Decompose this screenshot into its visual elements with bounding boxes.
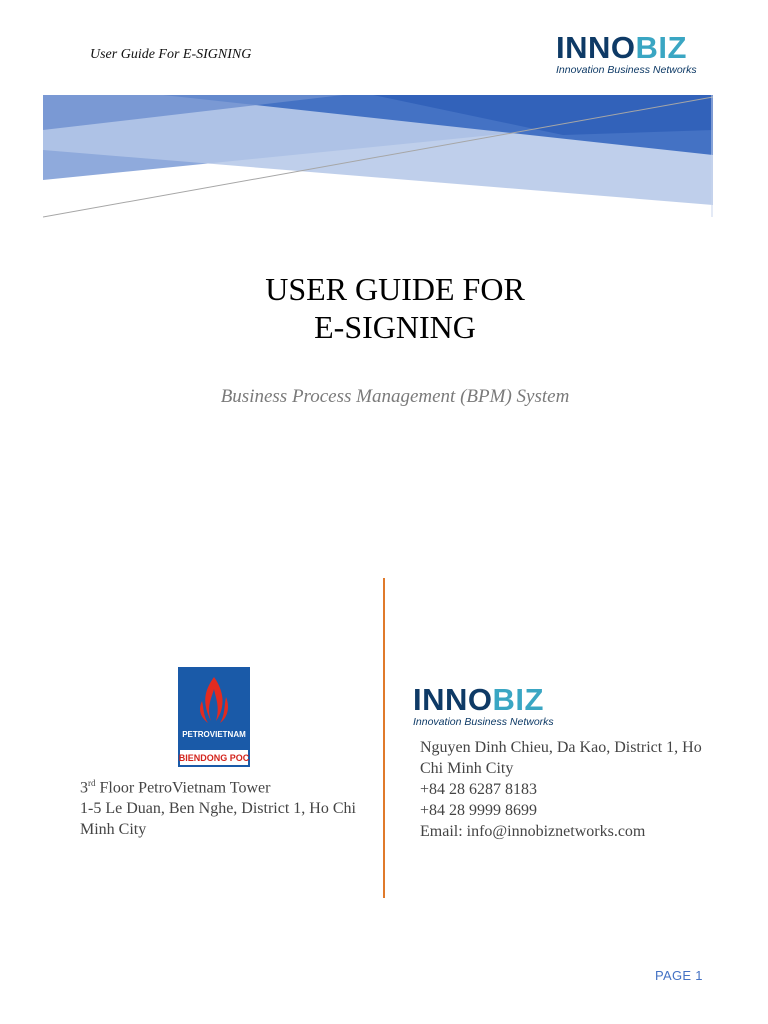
petrovietnam-logo (178, 667, 250, 767)
address-line-street: 1-5 Le Duan, Ben Nghe, District 1, Ho Chi Minh City (80, 800, 356, 839)
contact-address: Nguyen Dinh Chieu, Da Kao, District 1, Ho Chi Minh City (420, 739, 702, 777)
header-title: User Guide For E-SIGNING (90, 47, 252, 62)
innobiz-tagline: Innovation Business Networks (556, 64, 697, 76)
document-subtitle: Business Process Management (BPM) System (220, 386, 570, 407)
partner-address (80, 773, 380, 840)
biendong-logo-text: BIENDONG POC (178, 753, 250, 763)
contact-email: Email: info@innobiznetworks.com (420, 823, 646, 840)
contact-info (420, 737, 720, 842)
title-line-2: E-SIGNING (314, 309, 476, 345)
innobiz-logo (556, 32, 697, 76)
innobiz-wordmark: INNOBIZ (413, 682, 544, 717)
innobiz-logo-contact (413, 684, 554, 728)
innobiz-wordmark: INNOBIZ (556, 30, 687, 65)
innobiz-tagline: Innovation Business Networks (413, 716, 554, 728)
contact-phone-1: +84 28 6287 8183 (420, 781, 538, 798)
vertical-divider (383, 578, 385, 898)
petrovietnam-logo-text: PETROVIETNAM (182, 730, 246, 739)
page-number: PAGE 1 (655, 968, 703, 983)
document-title (0, 270, 768, 346)
address-line-floor: 3rd Floor PetroVietnam Tower (80, 778, 271, 797)
title-line-1: USER GUIDE FOR (265, 271, 525, 307)
contact-phone-2: +84 28 9999 8699 (420, 802, 538, 819)
decorative-banner (43, 95, 713, 220)
